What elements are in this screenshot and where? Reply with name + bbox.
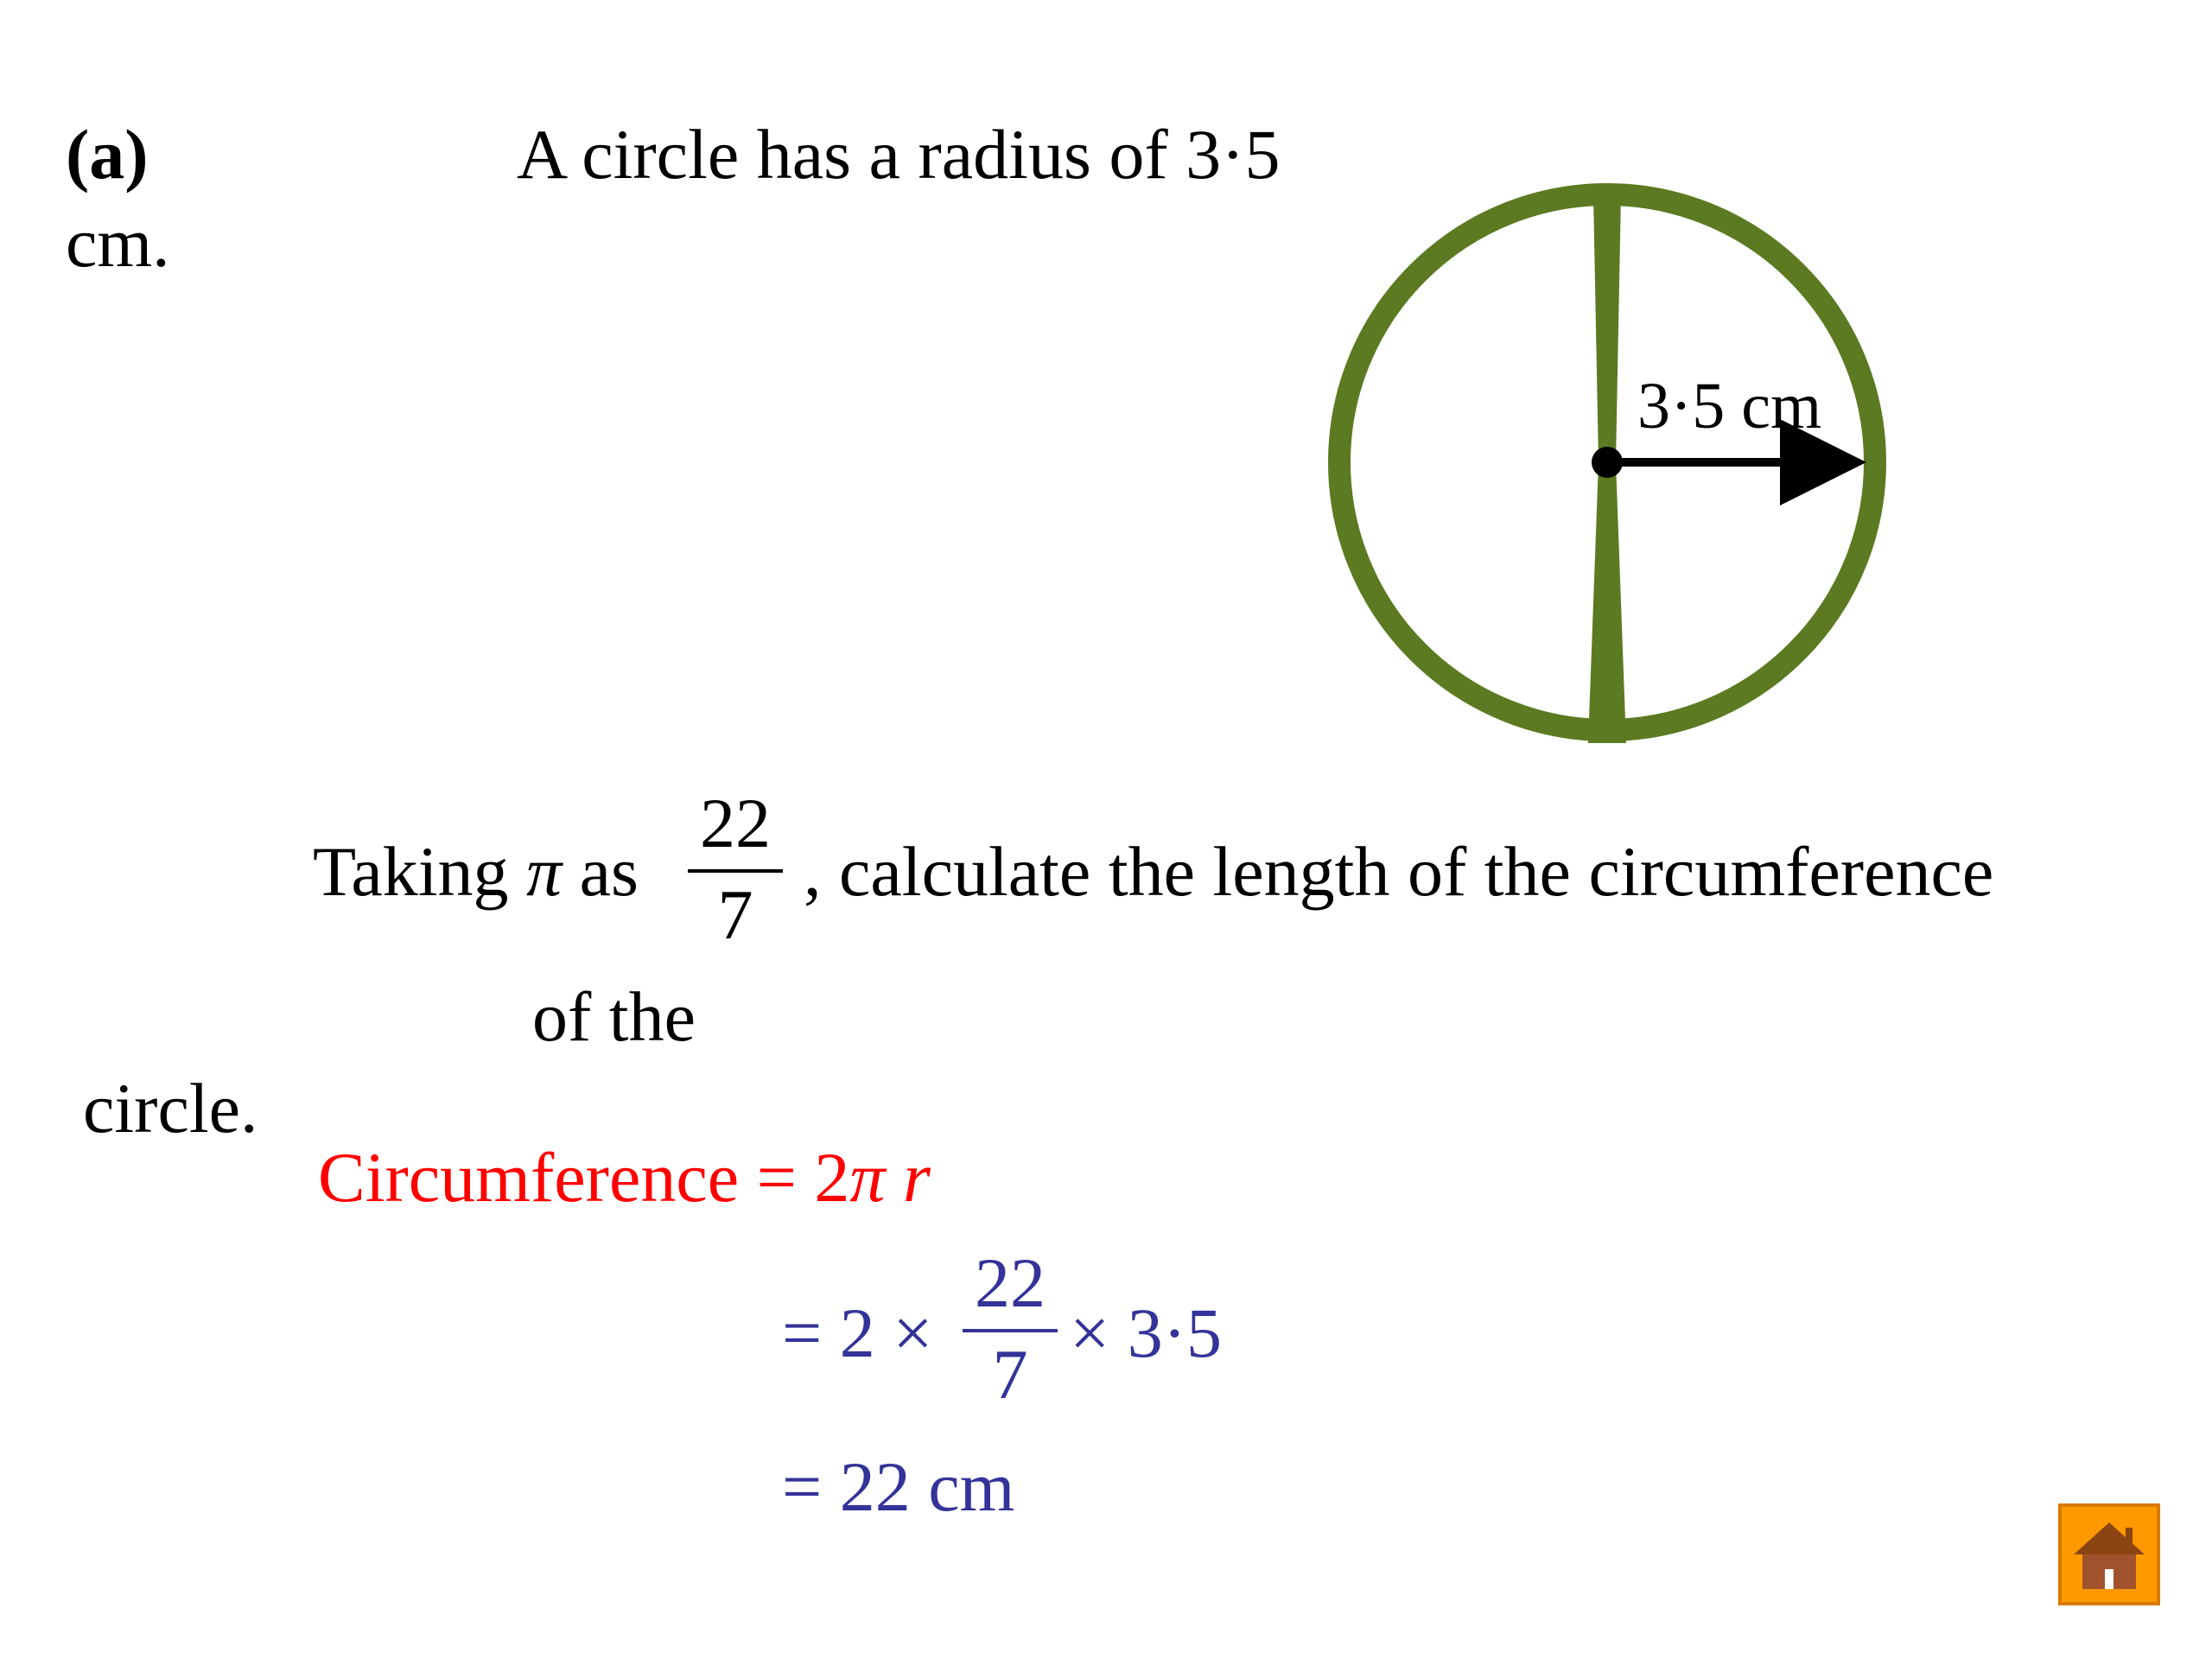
question-fraction	[688, 784, 783, 954]
home-icon	[2062, 1507, 2157, 1602]
taking-word: Taking	[313, 832, 509, 911]
fraction-bar	[688, 869, 783, 873]
formula-lhs: Circumference = 2	[318, 1138, 850, 1217]
working-step-2: = 22 cm	[782, 1447, 1015, 1526]
working-step-1-left: = 2 ×	[782, 1294, 933, 1372]
working-fraction	[963, 1243, 1058, 1414]
working-fraction-numerator: 22	[975, 1243, 1046, 1322]
formula-r: r	[903, 1138, 931, 1217]
formula-pi: π	[849, 1138, 886, 1217]
question-line-3: of the	[532, 977, 696, 1056]
fraction-numerator: 22	[700, 784, 771, 862]
fraction-denominator: 7	[717, 875, 753, 954]
working-fraction-denominator: 7	[992, 1335, 1028, 1414]
question-line-1: A circle has a radius of 3·5	[517, 115, 1281, 194]
working-step-1-right: × 3·5	[1070, 1294, 1223, 1372]
as-word: as	[579, 832, 639, 911]
question-line-2: , calculate the length of the circumference	[804, 832, 1994, 911]
taking-text	[313, 832, 639, 911]
formula-line	[318, 1138, 931, 1217]
question-line-4: circle.	[83, 1069, 258, 1147]
home-button[interactable]	[2058, 1503, 2160, 1605]
circle-diagram	[1296, 181, 1901, 752]
pi-symbol: π	[526, 832, 563, 911]
question-line-1-continued: cm.	[66, 203, 170, 282]
working-fraction-bar	[963, 1329, 1058, 1332]
radius-label: 3·5 cm	[1637, 370, 1822, 442]
part-label: (a)	[66, 115, 149, 194]
